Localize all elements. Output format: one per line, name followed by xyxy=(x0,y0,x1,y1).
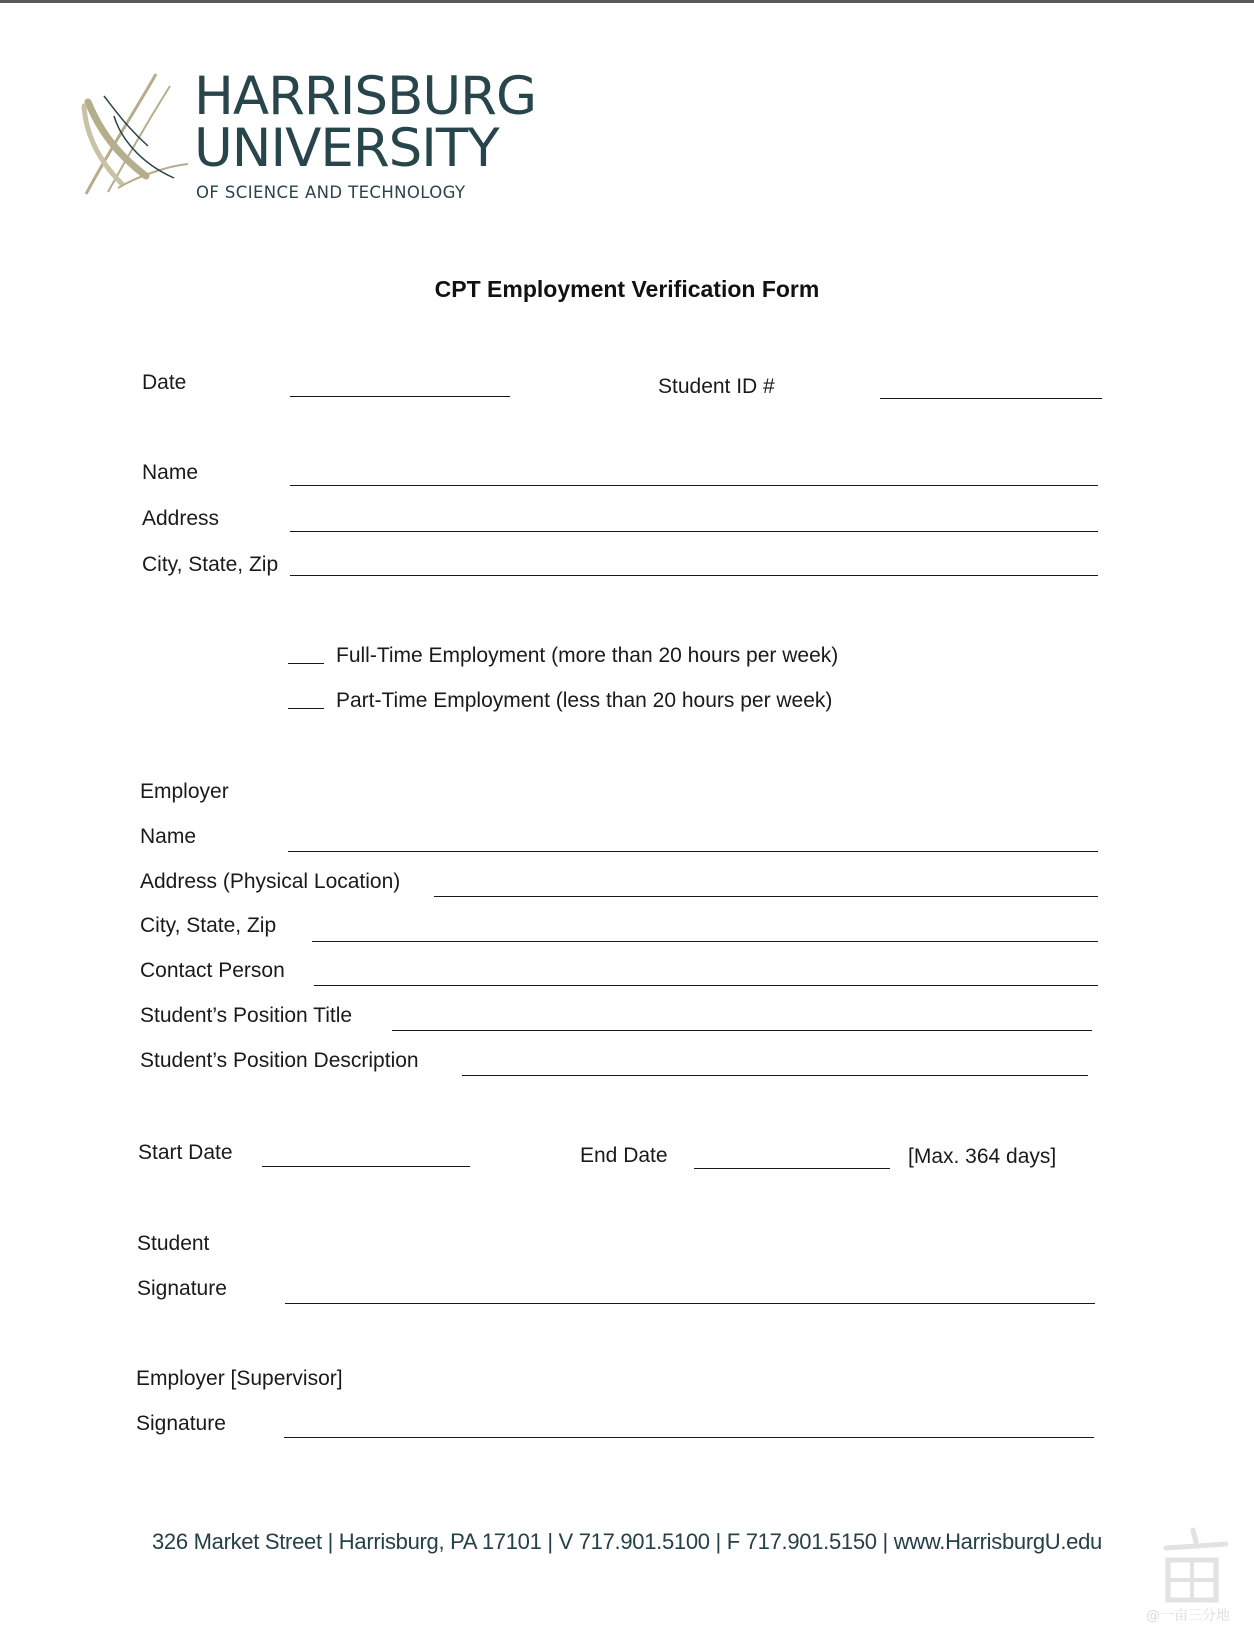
end-date-field[interactable] xyxy=(694,1168,890,1169)
student-address-label: Address xyxy=(142,507,220,530)
employer-city-state-zip-label: City, State, Zip xyxy=(140,914,277,937)
employer-city-state-zip-field[interactable] xyxy=(312,941,1098,942)
full-time-option-label: Full-Time Employment (more than 20 hours per week) xyxy=(336,644,839,667)
student-id-label: Student ID # xyxy=(658,375,775,398)
part-time-option-label: Part-Time Employment (less than 20 hours per week) xyxy=(336,689,833,712)
logo-wordmark-harrisburg: HARRISBURG xyxy=(194,66,537,127)
position-description-field[interactable] xyxy=(462,1075,1088,1076)
position-description-label: Student’s Position Description xyxy=(140,1049,419,1072)
student-name-label: Name xyxy=(142,461,199,484)
part-time-checkbox[interactable] xyxy=(288,708,324,709)
employer-name-field[interactable] xyxy=(288,851,1098,852)
student-city-state-zip-label: City, State, Zip xyxy=(142,553,279,576)
employer-heading: Employer xyxy=(140,780,229,803)
date-label: Date xyxy=(142,371,187,394)
student-signature-label-line1: Student xyxy=(137,1232,210,1255)
employer-signature-label-line2: Signature xyxy=(136,1412,226,1435)
watermark-text: @一亩三分地 xyxy=(1146,1608,1230,1624)
form-title: CPT Employment Verification Form xyxy=(434,276,820,302)
student-signature-label-line2: Signature xyxy=(137,1277,227,1300)
student-id-field[interactable] xyxy=(880,398,1102,399)
employer-signature-label-line1: Employer [Supervisor] xyxy=(136,1367,343,1390)
position-title-label: Student’s Position Title xyxy=(140,1004,353,1027)
contact-person-label: Contact Person xyxy=(140,959,285,982)
position-title-field[interactable] xyxy=(392,1030,1092,1031)
start-date-field[interactable] xyxy=(262,1166,470,1167)
employer-signature-field[interactable] xyxy=(284,1437,1094,1438)
footer-contact-info: 326 Market Street | Harrisburg, PA 17101 | V 717.901.5100 | F 717.901.5150 | www.HarrisburgU.edu xyxy=(152,1529,1102,1554)
logo-wordmark-university: UNIVERSITY xyxy=(194,118,499,179)
employer-name-label: Name xyxy=(140,825,197,848)
employer-address-field[interactable] xyxy=(434,896,1098,897)
student-address-field[interactable] xyxy=(290,531,1098,532)
student-signature-field[interactable] xyxy=(285,1303,1095,1304)
logo-swoosh-icon xyxy=(78,66,198,202)
employer-address-label: Address (Physical Location) xyxy=(140,870,401,893)
full-time-checkbox[interactable] xyxy=(288,663,324,664)
top-edge xyxy=(0,0,1254,3)
max-days-note: [Max. 364 days] xyxy=(908,1145,1057,1168)
watermark-logo-icon xyxy=(1138,1524,1248,1624)
student-name-field[interactable] xyxy=(290,485,1098,486)
student-city-state-zip-field[interactable] xyxy=(290,575,1098,576)
contact-person-field[interactable] xyxy=(314,985,1098,986)
end-date-label: End Date xyxy=(580,1144,668,1167)
logo-subtitle: OF SCIENCE AND TECHNOLOGY xyxy=(196,183,466,202)
start-date-label: Start Date xyxy=(138,1141,233,1164)
date-field[interactable] xyxy=(290,396,510,397)
